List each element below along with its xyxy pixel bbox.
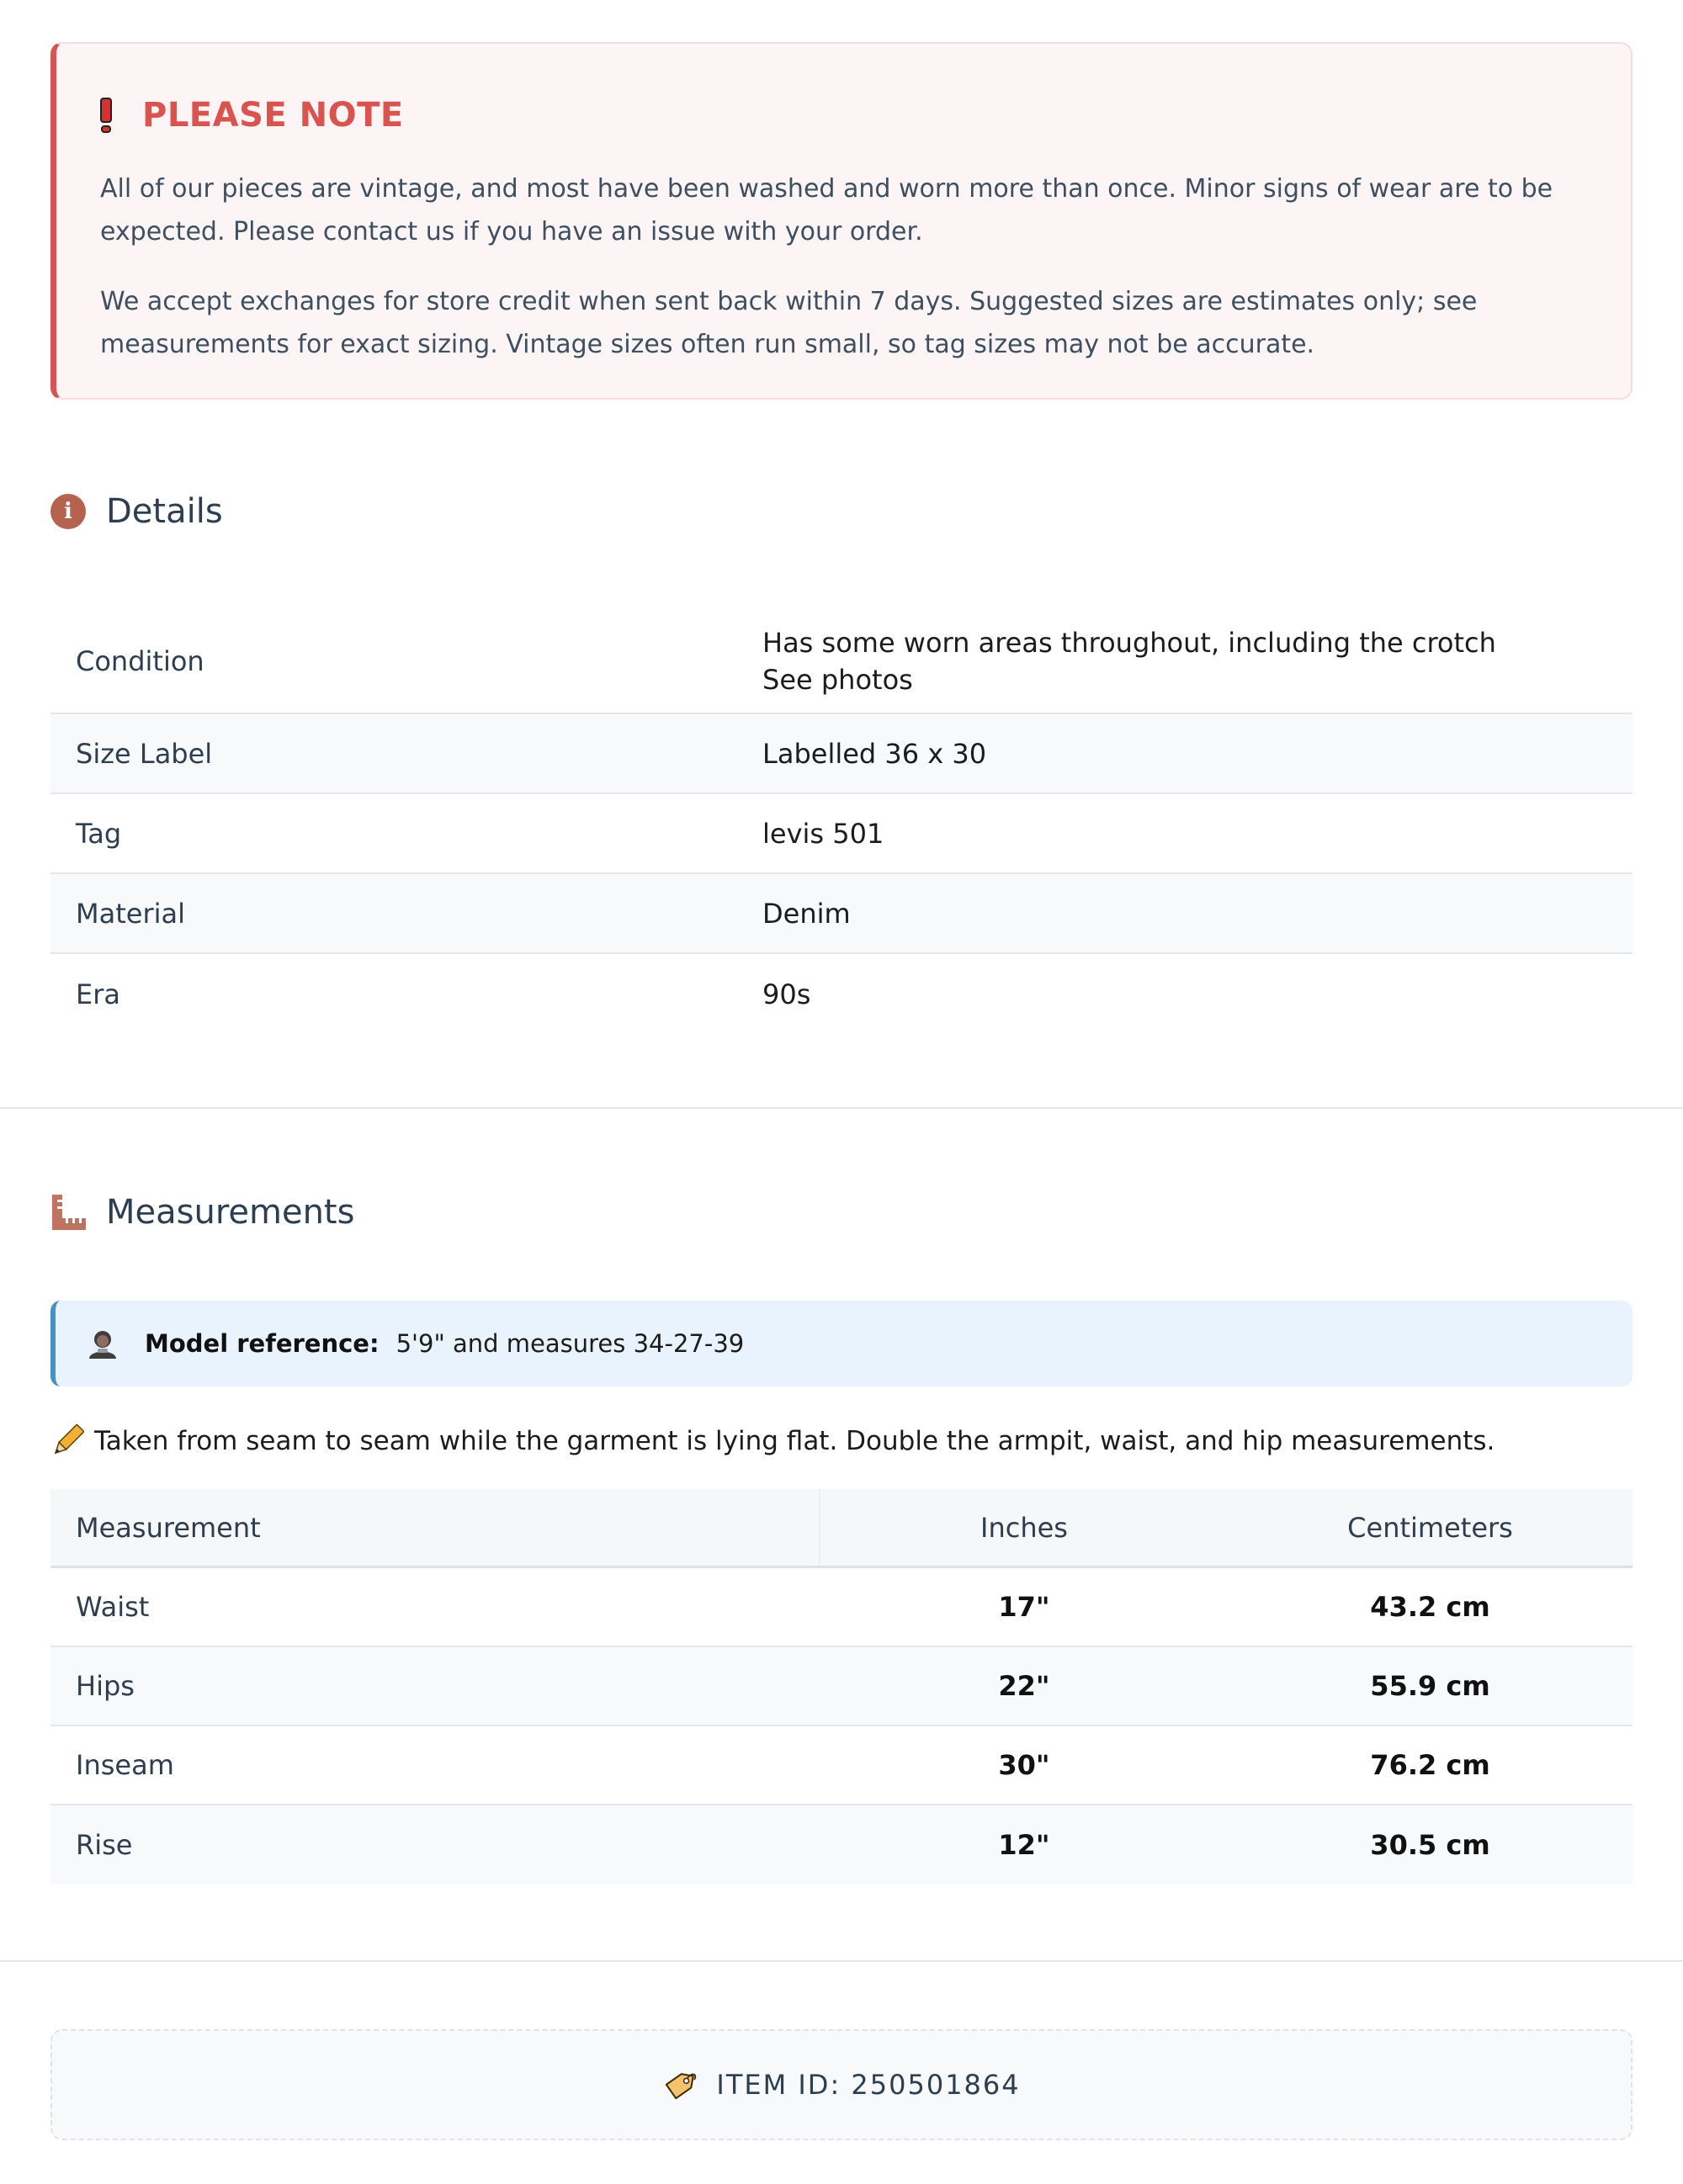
ruler-icon <box>50 1195 86 1230</box>
measurement-note-text: Taken from seam to seam while the garment is lying flat. Double the armpit, waist, and hip measurements. <box>94 1426 1495 1456</box>
exclamation-icon <box>100 98 112 133</box>
details-label: Era <box>76 978 120 1010</box>
measurement-inches: 30" <box>998 1749 1050 1781</box>
section-divider <box>0 1960 1683 1962</box>
table-row <box>50 1805 1633 1884</box>
info-icon: i <box>50 494 86 529</box>
measurements-table <box>50 1489 1633 1884</box>
details-row-material <box>50 874 1633 954</box>
details-value: Labelled 36 x 30 <box>762 737 987 770</box>
details-row-tag <box>50 794 1633 874</box>
measurement-name: Hips <box>76 1670 135 1702</box>
measurement-inches: 17" <box>998 1591 1050 1623</box>
section-divider <box>0 1107 1683 1109</box>
table-row <box>50 1647 1633 1726</box>
notice-paragraph-2: We accept exchanges for store credit when sent back within 7 days. Suggested sizes are estimates only; see measurements for exact sizing. Vintage sizes often run small, so tag sizes may not be accurate. <box>100 287 1478 359</box>
model-reference-label: Model reference: <box>145 1329 380 1358</box>
details-label: Tag <box>76 817 122 850</box>
details-value: Denim <box>762 897 851 930</box>
column-header-centimeters: Centimeters <box>1347 1511 1513 1544</box>
details-row-condition <box>50 610 1633 714</box>
details-label: Condition <box>76 645 204 677</box>
item-id-box <box>50 2029 1633 2140</box>
details-row-era <box>50 954 1633 1034</box>
pencil-icon <box>50 1424 84 1458</box>
details-row-size-label <box>50 714 1633 794</box>
measurement-inches: 22" <box>998 1670 1050 1702</box>
details-value: Has some worn areas throughout, including the crotch See photos <box>762 627 1496 696</box>
measurement-cm: 30.5 cm <box>1370 1829 1490 1861</box>
model-reference-box <box>50 1301 1633 1386</box>
details-title: Details <box>106 492 223 531</box>
measurement-name: Inseam <box>76 1749 174 1781</box>
details-heading <box>50 486 223 537</box>
measurement-cm: 55.9 cm <box>1370 1670 1490 1702</box>
measurements-title: Measurements <box>106 1193 355 1232</box>
measurement-name: Waist <box>76 1591 150 1623</box>
measurements-heading <box>50 1187 354 1238</box>
measurement-name: Rise <box>76 1829 133 1861</box>
notice-paragraph-1: All of our pieces are vintage, and most have been washed and worn more than once. Minor signs of wear are to be expected. Please contact us if you have an issue with your order. <box>100 174 1553 246</box>
notice-title: PLEASE NOTE <box>142 96 404 135</box>
model-reference-value: 5'9" and measures 34-27-39 <box>396 1329 745 1358</box>
table-row <box>50 1568 1633 1647</box>
details-value: 90s <box>762 978 811 1010</box>
measurement-inches: 12" <box>998 1829 1050 1861</box>
details-label: Material <box>76 897 185 930</box>
details-value: levis 501 <box>762 817 884 850</box>
measurement-note <box>50 1422 1495 1460</box>
person-icon <box>86 1327 119 1360</box>
column-header-measurement: Measurement <box>50 1489 820 1566</box>
notice-header <box>100 90 1589 140</box>
measurement-cm: 76.2 cm <box>1370 1749 1490 1781</box>
measurement-cm: 43.2 cm <box>1370 1591 1490 1623</box>
table-row <box>50 1726 1633 1805</box>
column-header-inches: Inches <box>980 1511 1068 1544</box>
details-label: Size Label <box>76 737 213 770</box>
details-table <box>50 610 1633 1034</box>
notice-box <box>50 42 1633 400</box>
table-header <box>50 1489 1633 1568</box>
tag-icon <box>662 2066 699 2103</box>
item-id-label: ITEM ID: 250501864 <box>716 2069 1021 2101</box>
